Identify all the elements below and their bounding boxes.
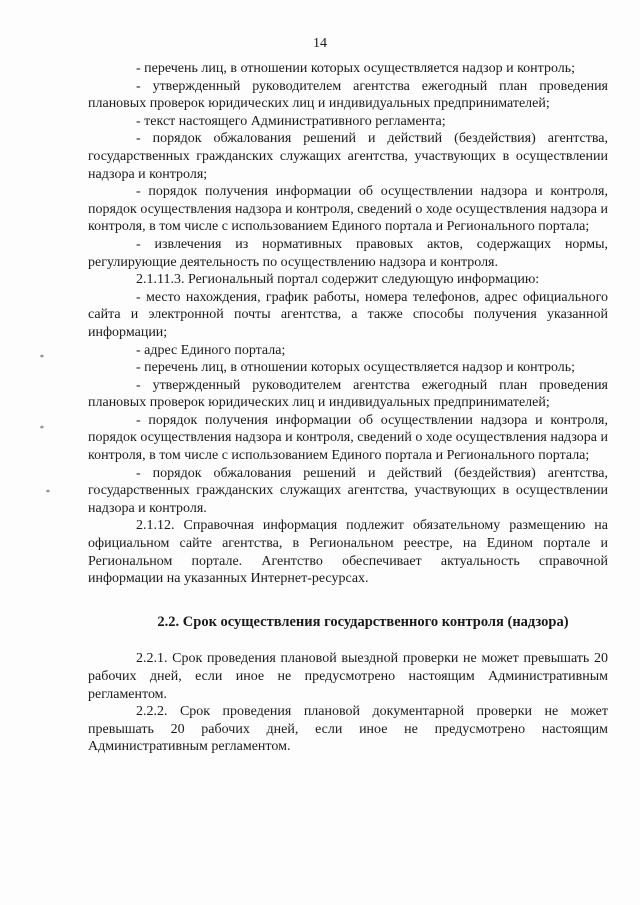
document-body: [88, 60, 608, 756]
paragraph: 2.2.1. Срок проведения плановой выездной проверки не может превышать 20 рабочих дней, если иное не предусмотрено настоящим Административным регламентом.: [88, 651, 608, 702]
margin-mark: *: [46, 488, 50, 497]
paragraph: - порядок получения информации об осуществлении надзора и контроля, порядок осуществления надзора и контроля, сведений о ходе осуществления надзора и контроля, в том числе с использованием Единого портала и Регионального портала;: [88, 412, 608, 464]
paragraph: 2.1.11.3. Региональный портал содержит следующую информацию:: [136, 272, 540, 288]
paragraph: - перечень лиц, в отношении которых осуществляется надзор и контроль;: [136, 360, 576, 376]
paragraph: - порядок обжалования решений и действий (бездействия) агентства, государственных гражданских служащих агентства, участвующих в осуществлении надзора и контроля;: [88, 131, 608, 182]
page-number: 14: [313, 36, 327, 51]
paragraph: - утвержденный руководителем агентства ежегодный план проведения плановых проверок юридических лиц и индивидуальных предпринимателей;: [88, 377, 608, 411]
margin-mark: *: [40, 424, 44, 433]
paragraph: - перечень лиц, в отношении которых осуществляется надзор и контроль;: [136, 61, 576, 76]
paragraph: 2.2.2. Срок проведения плановой документарной проверки не может превышать 20 рабочих дней, если иное не предусмотрено настоящим Административным регламентом.: [88, 704, 608, 755]
paragraph: - утвержденный руководителем агентства ежегодный план проведения плановых проверок юридических лиц и индивидуальных предпринимателей;: [88, 78, 608, 112]
margin-mark: *: [40, 353, 44, 362]
paragraph: 2.1.12. Справочная информация подлежит обязательному размещению на официальном сайте агентства, в Региональном реестре, на Едином портале и Региональном портале. Агентство обеспечивает актуальность справочной информации на указанных Интернет-ресурсах.: [88, 518, 608, 587]
paragraph: - место нахождения, график работы, номера телефонов, адрес официального сайта и электронной почты агентства, а также способы получения указанной информации;: [88, 289, 608, 340]
section-heading: 2.2. Срок осуществления государственного контроля (надзора): [157, 613, 569, 630]
paragraph: - порядок обжалования решений и действий (бездействия) агентства, государственных гражданских служащих агентства, участвующих в осуществлении надзора и контроля.: [88, 465, 608, 516]
paragraph: - извлечения из нормативных правовых актов, содержащих нормы, регулирующие деятельность по осуществлению надзора и контроля.: [88, 236, 608, 270]
paragraph: - текст настоящего Административного регламента;: [136, 113, 446, 129]
paragraph: - порядок получения информации об осуществлении надзора и контроля, порядок осуществления надзора и контроля, сведений о ходе осуществления надзора и контроля, в том числе с использованием Единого портала и Регионального портала;: [88, 184, 608, 235]
paragraph: - адрес Единого портала;: [136, 342, 286, 358]
